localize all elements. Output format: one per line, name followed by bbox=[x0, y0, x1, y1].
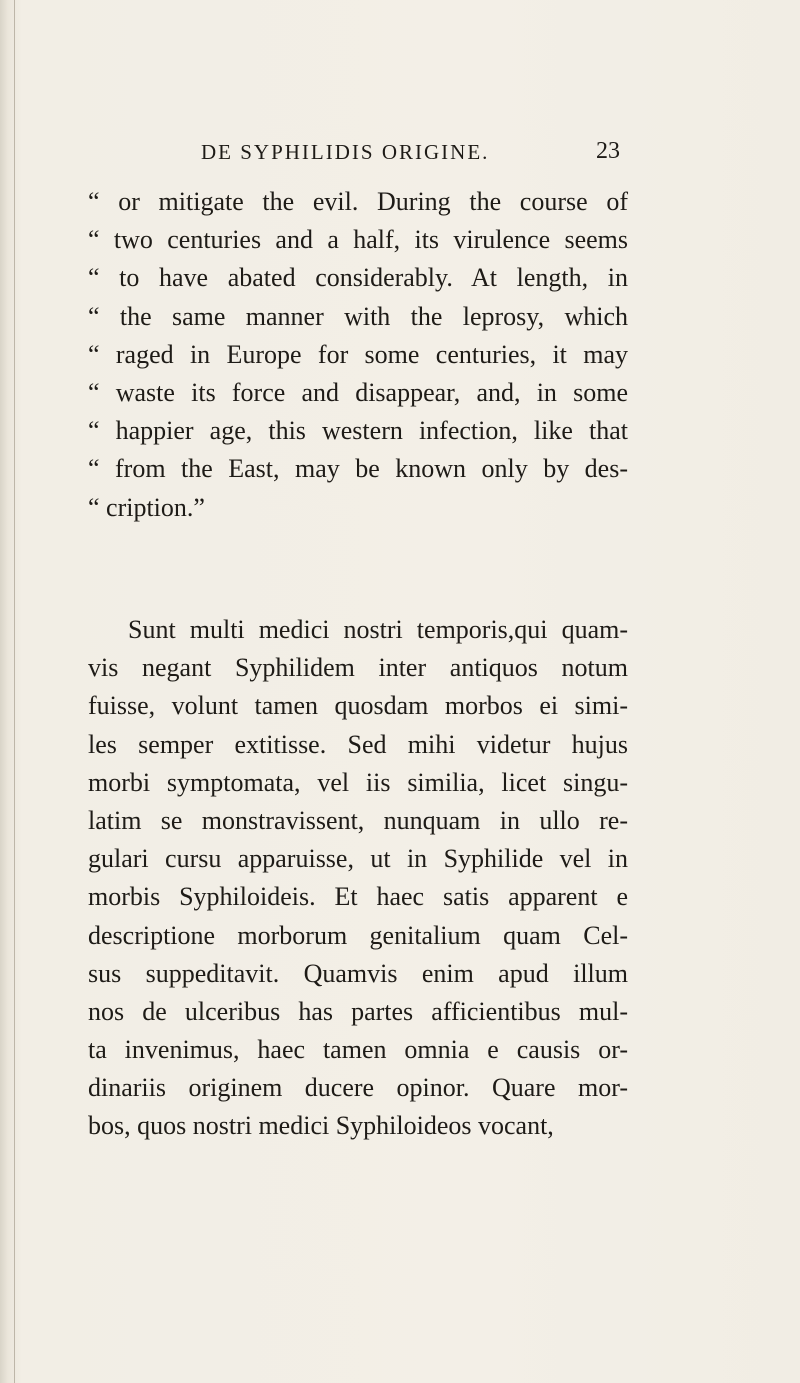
paragraph-line: bos, quos nostri medici Syphiloideos vocant, bbox=[88, 1111, 554, 1141]
paragraph-line: morbis Syphiloideis. Et haec satis apparent e bbox=[88, 882, 628, 912]
paragraph-line: ta invenimus, haec tamen omnia e causis or- bbox=[88, 1035, 628, 1065]
body-paragraph bbox=[88, 611, 628, 1146]
page-gutter bbox=[14, 0, 15, 1383]
paragraph-line: Sunt multi medici nostri temporis,qui quam- bbox=[128, 615, 628, 644]
quote-line: “ two centuries and a half, its virulence seems bbox=[88, 225, 628, 255]
quote-line: “ to have abated considerably. At length, in bbox=[88, 263, 628, 293]
quote-line: “ happier age, this western infection, like that bbox=[88, 416, 628, 446]
quote-line: “ from the East, may be known only by des- bbox=[88, 454, 628, 484]
paragraph-line: latim se monstravissent, nunquam in ullo re- bbox=[88, 805, 628, 835]
quote-line: “ raged in Europe for some centuries, it may bbox=[88, 339, 628, 369]
paragraph-line: sus suppeditavit. Quamvis enim apud illum bbox=[88, 958, 628, 988]
paragraph-line: morbi symptomata, vel iis similia, licet singu- bbox=[88, 767, 628, 797]
paragraph-line: gulari cursu apparuisse, ut in Syphilide vel in bbox=[88, 844, 628, 874]
running-head bbox=[0, 140, 800, 174]
paragraph-line: dinariis originem ducere opinor. Quare mor- bbox=[88, 1073, 628, 1103]
paragraph-line: descriptione morborum genitalium quam Cel- bbox=[88, 920, 628, 950]
paragraph-line: les semper extitisse. Sed mihi videtur hujus bbox=[88, 729, 628, 759]
quotation-block bbox=[88, 183, 628, 527]
paragraph-line: fuisse, volunt tamen quosdam morbos ei simi- bbox=[88, 691, 628, 721]
quote-line: “ the same manner with the leprosy, which bbox=[88, 301, 628, 331]
paragraph-line: nos de ulceribus has partes afficientibus mul- bbox=[88, 996, 628, 1026]
paragraph-line: vis negant Syphilidem inter antiquos notum bbox=[88, 653, 628, 683]
page-number: 23 bbox=[596, 138, 620, 164]
running-title: DE SYPHILIDIS ORIGINE. bbox=[201, 140, 490, 164]
quote-line: “ or mitigate the evil. During the course of bbox=[88, 187, 628, 216]
quote-line: “ cription.” bbox=[88, 492, 205, 522]
quote-line: “ waste its force and disappear, and, in some bbox=[88, 377, 628, 407]
